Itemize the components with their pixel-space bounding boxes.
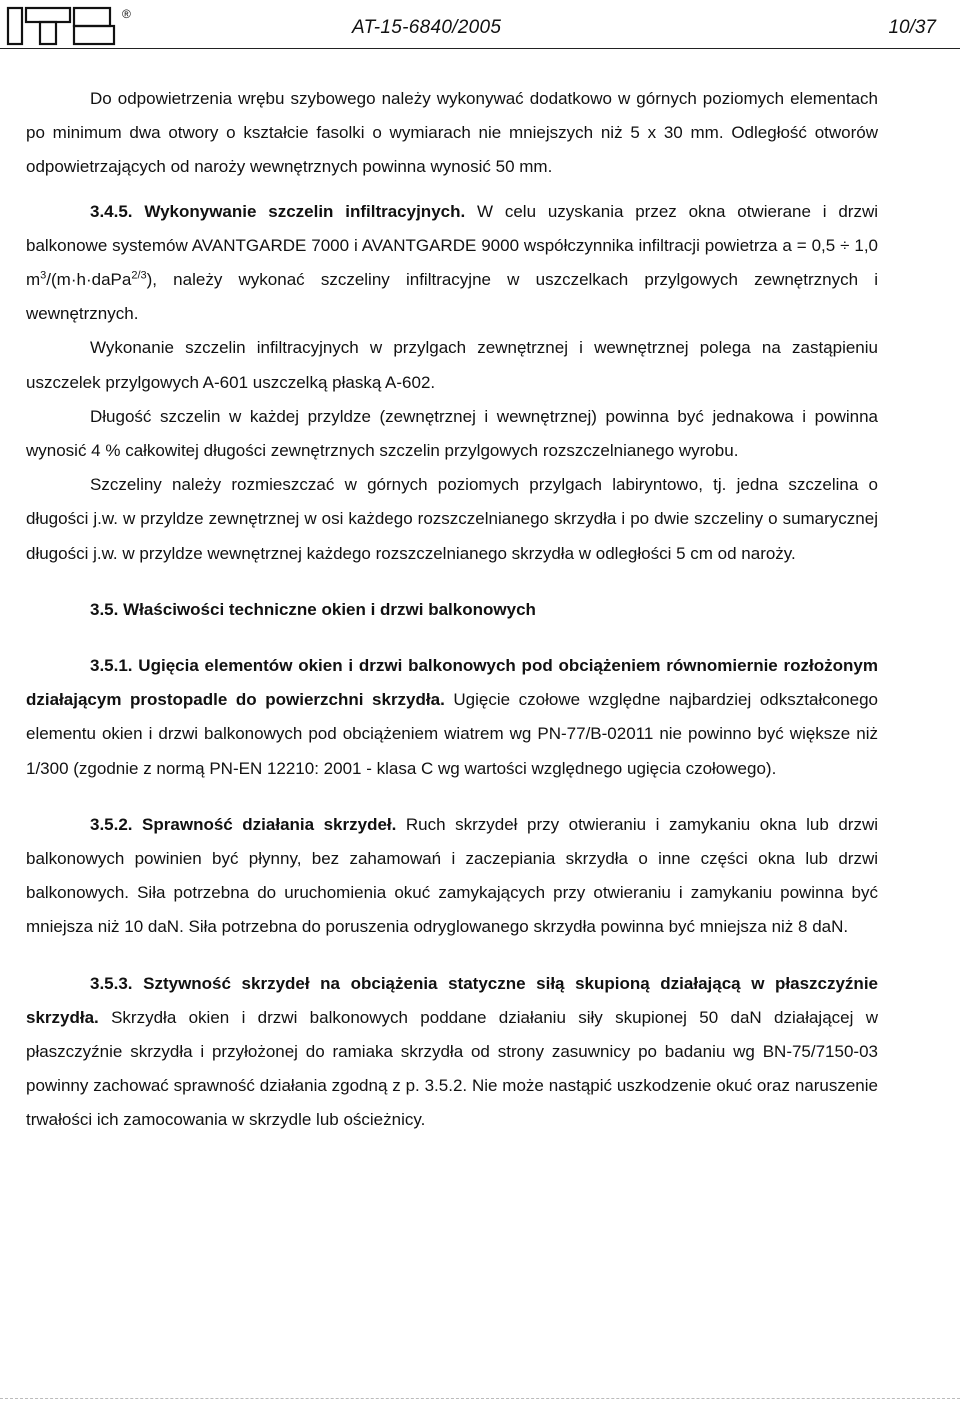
section-text: Ugięcie czołowe względne najbardziej odkształconego elementu okien i drzwi balkonowych pod obciążeniem wiatrem wg PN-77/B-02011 nie powinno być większe niż 1/300 (zgodnie z normą PN-EN 12210: 2001 - klasa C wg wartości względnego ugięcia czołowego).	[26, 690, 878, 778]
section-text: ), należy wykonać szczeliny infiltracyjne w uszczelkach przylgowych zewnętrznych i wewnętrznych.	[26, 270, 878, 324]
section-text: W celu uzyskania przez okna otwierane i drzwi balkonowe systemów AVANTGARDE 7000 i AVANTGARDE 9000 współczynnika infiltracji powietrza a = 0,5 ÷ 1,0 m	[26, 201, 879, 290]
section-heading: 3.4.5. Wykonywanie szczelin infiltracyjnych.	[90, 201, 466, 221]
footer-rule	[0, 1398, 960, 1399]
section-3-4-5	[26, 195, 878, 332]
section-heading: 3.5.1. Ugięcia elementów okien i drzwi balkonowych pod obciążeniem równomiernie rozłożonym działającym prostopadle do powierzchni skrzydła.	[26, 656, 878, 710]
section-heading: 3.5.3. Sztywność skrzydeł na obciążenia statyczne siłą skupioną działającą w płaszczyźnie skrzydła.	[26, 973, 878, 1027]
superscript: 2/3	[131, 269, 147, 282]
paragraph-placement: Szczeliny należy rozmieszczać w górnych poziomych przylgach labiryntowo, tj. jedna szczelina o długości j.w. w przyldze zewnętrznej w osi każdego rozszczelnianego skrzydła i po dwie szczeliny o sumarycznej długości j.w. w przyldze wewnętrznej każdego rozszczelnianego skrzydła w odległości 5 cm od naroży.	[26, 475, 878, 563]
paragraph-venting: Do odpowietrzenia wrębu szybowego należy wykonywać dodatkowo w górnych poziomych elementach po minimum dwa otwory o kształcie fasolki o wymiarach nie mniejszych niż 5 x 30 mm. Odległość otworów odpowietrzających od naroży wewnętrznych powinna wynosić 50 mm.	[26, 89, 878, 177]
svg-text:®: ®	[122, 7, 131, 21]
section-text: /(m·h·daPa	[46, 270, 132, 290]
itb-logo	[6, 6, 156, 46]
section-3-5-1	[26, 649, 878, 786]
paragraph-length: Długość szczelin w każdej przyldze (zewnętrznej i wewnętrznej) powinna być jednakowa i powinna wynosić 4 % całkowitej długości zewnętrznych szczelin przylgowych rozszczelnianego wyrobu.	[26, 406, 878, 461]
section-3-5-2	[26, 808, 878, 945]
page-number: 10/37	[888, 17, 936, 38]
section-text: Ruch skrzydeł przy otwieraniu i zamykaniu okna lub drzwi balkonowych powinien być płynny, bez zahamowań i zaczepiania skrzydła o inne części okna lub drzwi balkonowych. Siła potrzebna do uruchomienia okuć zamykających przy otwieraniu i zamykaniu powinna być mniejsza niż 10 daN. Siła potrzebna do poruszenia odryglowanego skrzydła powinna być mniejsza niż 8 daN.	[26, 814, 878, 937]
section-3-5-3	[26, 967, 878, 1138]
document-number: AT-15-6840/2005	[352, 17, 502, 38]
section-3-5-heading: 3.5. Właściwości techniczne okien i drzwi balkonowych	[90, 599, 536, 619]
superscript: 3	[40, 269, 47, 282]
page-header	[0, 0, 960, 52]
document-body	[26, 82, 878, 1138]
section-heading: 3.5.2. Sprawność działania skrzydeł.	[90, 814, 397, 834]
section-text: Skrzydła okien i drzwi balkonowych poddane działaniu siły skupionej 50 daN działającej w płaszczyźnie skrzydła i przyłożonej do ramiaka skrzydła od strony zasuwnicy po badaniu wg BN-75/7150-03 powinny zachować sprawność działania zgodną z p. 3.5.2. Nie może nastąpić uszkodzenie okuć oraz naruszenie trwałości ich zamocowania w skrzydle lub ościeżnicy.	[26, 1007, 878, 1130]
paragraph-replacement: Wykonanie szczelin infiltracyjnych w przylgach zewnętrznej i wewnętrznej polega na zastąpieniu uszczelek przylgowych A-601 uszczelką płaską A-602.	[26, 338, 878, 392]
header-rule	[0, 48, 960, 49]
